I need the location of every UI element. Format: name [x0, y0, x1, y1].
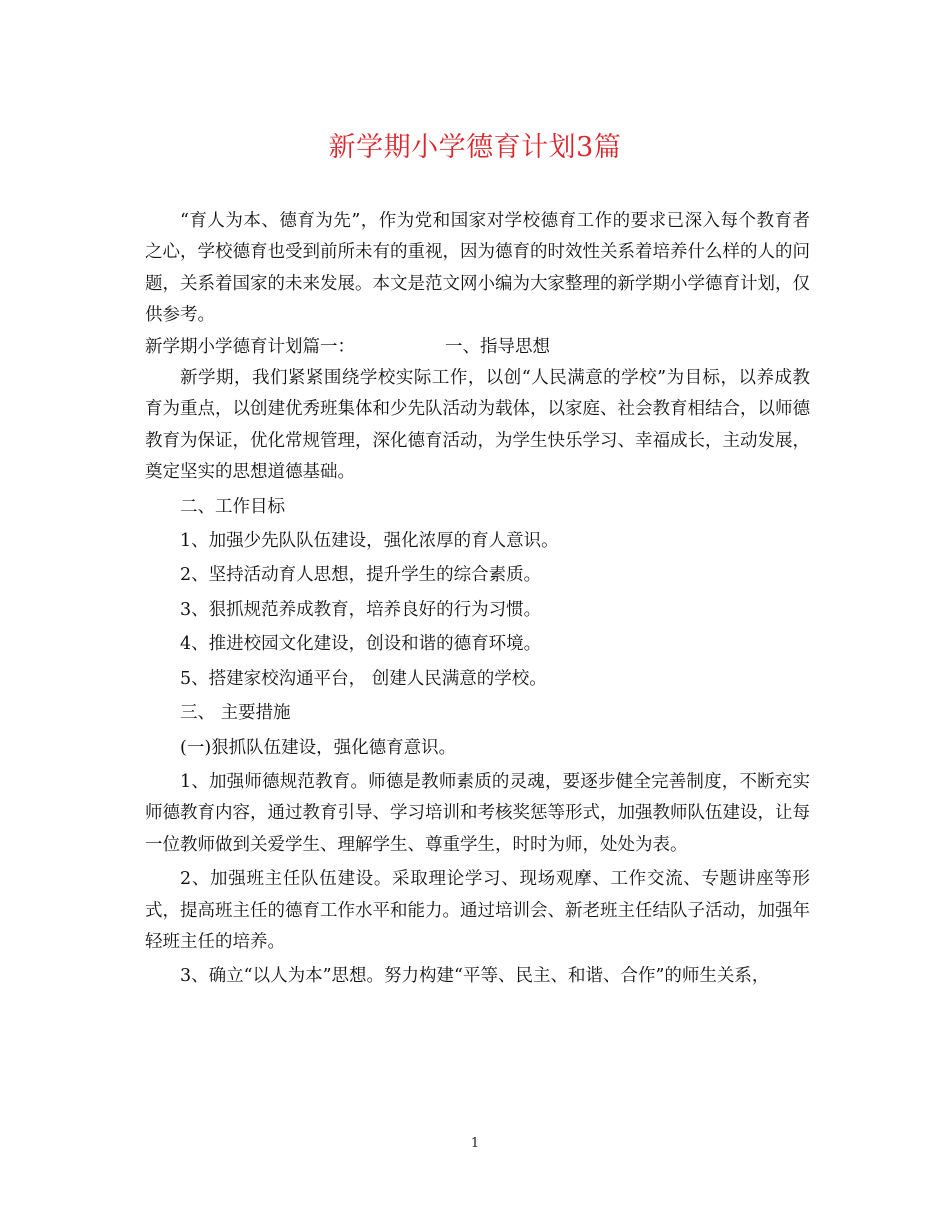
document-title: 新学期小学德育计划3篇 [328, 132, 622, 163]
goal-item: 5、搭建家校沟通平台， 创建人民满意的学校。 [180, 668, 547, 689]
part-one-line [145, 332, 810, 363]
guiding-paragraph: 新学期，我们紧紧围绕学校实际工作，以创“人民满意的学校”为目标，以养成教育为重点，以创建优秀班集体和少先队活动为载体，以家庭、社会教育相结合，以师德教育为保证，优化常规管理，深化德育活动，为学生快乐学习、幸福成长，主动发展，奠定坚实的思想道德基础。 [145, 368, 810, 483]
goals-heading: 二、工作目标 [180, 496, 285, 517]
intro-paragraph: “育人为本、德育为先”，作为党和国家对学校德育工作的要求已深入每个教育者之心，学校德育也受到前所未有的重视，因为德育的时效性关系着培养什么样的人的问题，关系着国家的未来发展。本文是范文网小编为大家整理的新学期小学德育计划，仅供参考。 [145, 211, 810, 326]
goal-item: 4、推进校园文化建设，创设和谐的德育环境。 [180, 634, 542, 655]
measures-subheading: (一)狠抓队伍建设，强化德育意识。 [180, 737, 457, 758]
goal-item: 1、加强少先队队伍建设，强化浓厚的育人意识。 [180, 531, 559, 552]
measure-paragraph: 1、加强师德规范教育。师德是教师素质的灵魂，要逐步健全完善制度，不断充实师德教育内容，通过教育引导、学习培训和考核奖惩等形式，加强教师队伍建设，让每一位教师做到关爱学生、理解学生、尊重学生，时时为师，处处为表。 [145, 771, 810, 855]
goal-item: 3、狠抓规范养成教育，培养良好的行为习惯。 [180, 599, 542, 620]
goal-item: 2、坚持活动育人思想，提升学生的综合素质。 [180, 565, 542, 586]
guiding-heading: 一、指导思想 [445, 336, 550, 357]
page-number: 1 [470, 1136, 480, 1151]
measure-paragraph: 3、确立“以人为本”思想。努力构建“平等、民主、和谐、合作”的师生关系， [180, 966, 770, 987]
part-one-label: 新学期小学德育计划篇一： [145, 336, 355, 357]
document-body [145, 206, 810, 993]
measures-heading: 三、 主要措施 [180, 703, 291, 724]
measure-paragraph: 2、加强班主任队伍建设。采取理论学习、现场观摩、工作交流、专题讲座等形式，提高班主任的德育工作水平和能力。通过培训会、新老班主任结队子活动，加强年轻班主任的培养。 [145, 869, 810, 952]
